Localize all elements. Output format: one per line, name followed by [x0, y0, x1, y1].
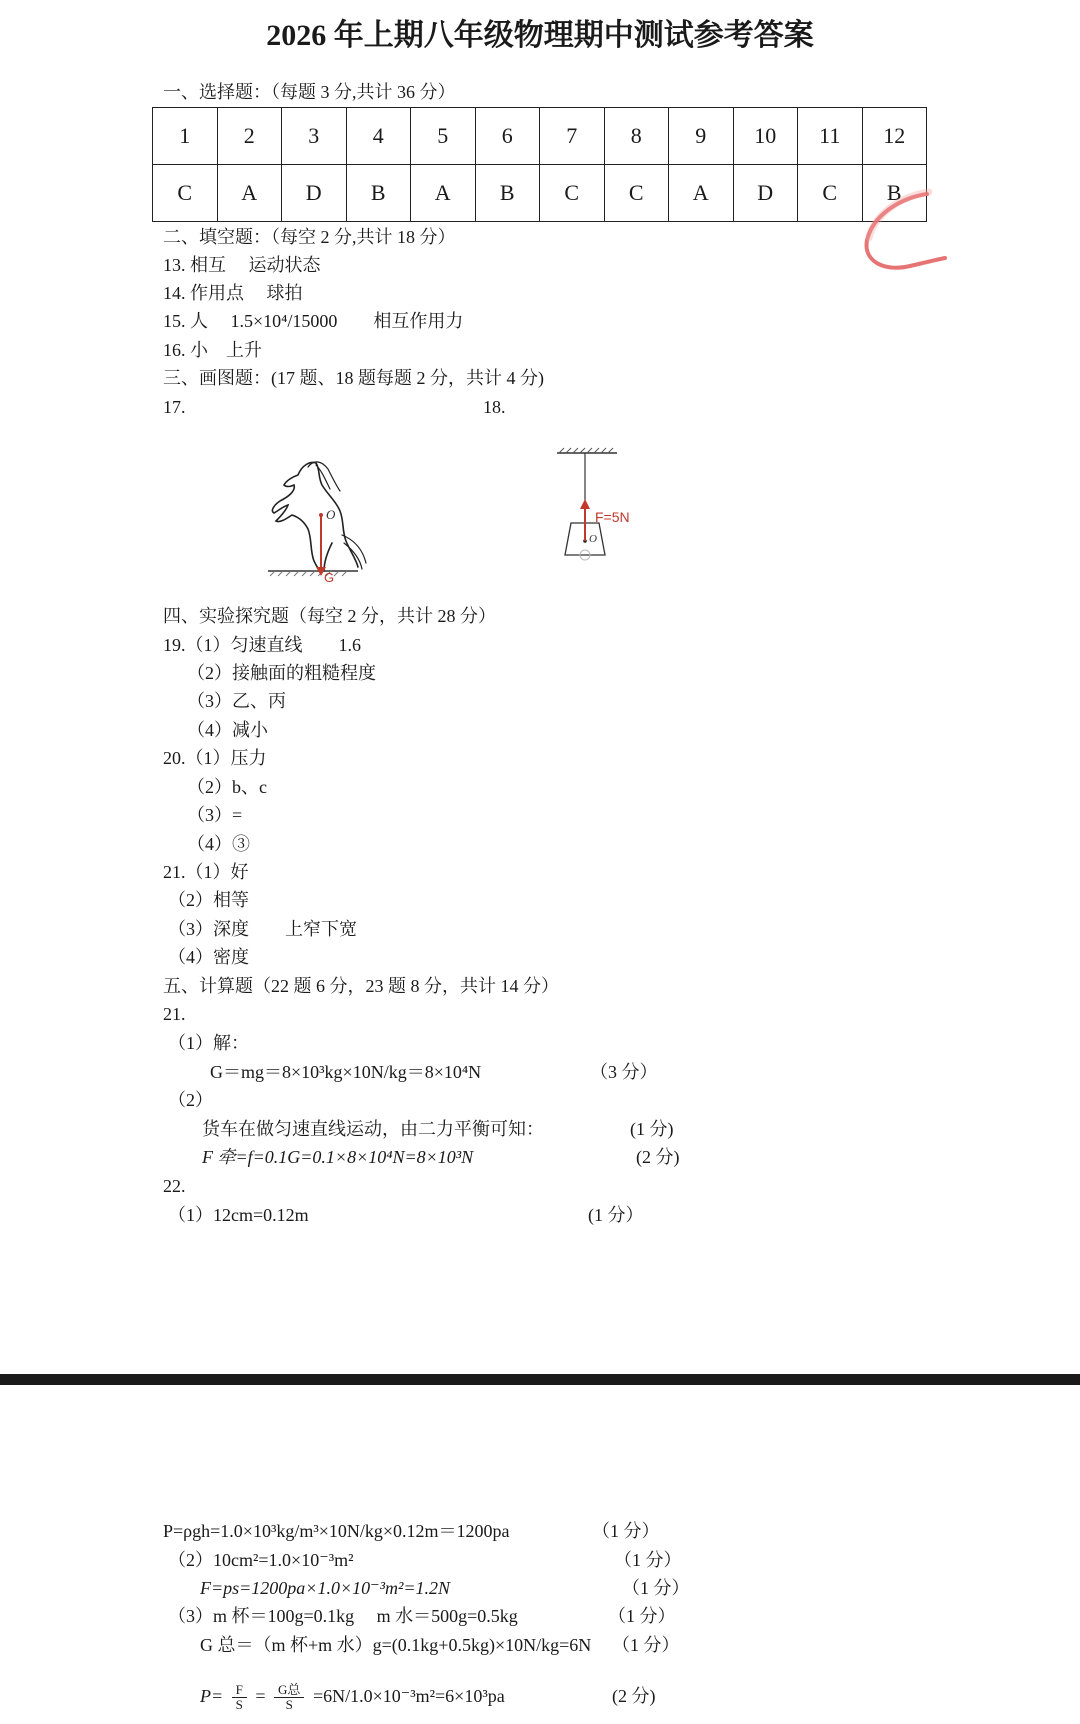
calc-mass-conversion: （3）m 杯＝100g=0.1kg m 水＝500g=0.5kg: [168, 1606, 518, 1626]
calc-total-weight-score: （1 分）: [612, 1635, 680, 1655]
answer-q20-2: （2）b、c: [187, 777, 267, 797]
answer-cell: A: [217, 165, 282, 222]
calc-final-pressure: [200, 1682, 505, 1712]
question-number-cell: 1: [153, 108, 218, 165]
answer-q19-3: （3）乙、丙: [187, 691, 286, 711]
question-number-cell: 5: [411, 108, 476, 165]
answer-q19-2: （2）接触面的粗糙程度: [187, 663, 376, 683]
question-18-label: 18.: [483, 397, 506, 417]
answer-q20-3: （3）=: [187, 805, 243, 825]
fraction-g-over-s: [274, 1683, 304, 1712]
calc-q22-label: 22.: [163, 1176, 186, 1196]
calc-force-score: （1 分）: [622, 1578, 690, 1598]
question-number-cell: 8: [604, 108, 669, 165]
calc-mass-score: （1 分）: [608, 1606, 676, 1626]
fraction-numerator: G总: [274, 1683, 304, 1698]
calc-q21-2-text: 货车在做匀速直线运动，由二力平衡可知：: [202, 1119, 544, 1139]
page-title: 2026 年上期八年级物理期中测试参考答案: [266, 19, 814, 52]
answer-q21-2: （2）相等: [168, 890, 249, 910]
figure-17-gravity-label: G: [324, 570, 335, 585]
calc-q21-2-label: （2）: [168, 1090, 213, 1110]
answer-q19-1: 19.（1）匀速直线 1.6: [163, 635, 361, 655]
figure-18-hanging-block: [555, 447, 655, 567]
calc-q21-2-text-score: (1 分): [630, 1119, 674, 1139]
answer-q14: 14. 作用点 球拍: [163, 283, 303, 303]
question-number-cell: 10: [733, 108, 798, 165]
answer-cell: C: [153, 165, 218, 222]
fraction-f-over-s: [232, 1683, 247, 1712]
answer-cell: C: [604, 165, 669, 222]
answer-table: [152, 107, 927, 222]
question-number-cell: 2: [217, 108, 282, 165]
answer-table-answer-row: [153, 165, 927, 222]
horse-drawing-icon: [258, 455, 388, 590]
answer-cell: D: [733, 165, 798, 222]
answer-q20-4: （4）③: [187, 834, 250, 854]
final-pressure-equals: =: [255, 1686, 266, 1706]
question-number-cell: 12: [862, 108, 927, 165]
section1-heading: 一、选择题：（每题 3 分,共计 36 分）: [163, 82, 456, 102]
question-number-cell: 9: [669, 108, 734, 165]
answer-cell: B: [862, 165, 927, 222]
question-number-cell: 11: [798, 108, 863, 165]
fraction-denominator: S: [285, 1697, 293, 1713]
answer-cell: C: [798, 165, 863, 222]
question-17-label: 17.: [163, 397, 186, 417]
calc-q22-1: （1）12cm=0.12m: [168, 1205, 309, 1225]
calc-pressure-score: （1 分）: [592, 1521, 660, 1541]
answer-cell: B: [346, 165, 411, 222]
calc-total-weight: G 总＝（m 杯+m 水）g=(0.1kg+0.5kg)×10N/kg=6N: [200, 1635, 592, 1655]
answer-table-number-row: [153, 108, 927, 165]
calc-area-conversion: （2）10cm²=1.0×10⁻³m²: [168, 1550, 354, 1570]
figure-17-point-o: O: [326, 507, 336, 522]
question-number-cell: 7: [540, 108, 605, 165]
section4-heading: 四、实验探究题（每空 2 分，共计 28 分）: [163, 606, 496, 626]
section3-heading: 三、画图题：(17 题、18 题每题 2 分，共计 4 分): [163, 368, 544, 388]
calc-q21-1-label: （1）解：: [168, 1033, 249, 1053]
calc-pressure-equation: P=ρgh=1.0×10³kg/m³×10N/kg×0.12m＝1200pa: [163, 1521, 510, 1541]
fraction-denominator: S: [235, 1697, 243, 1713]
section5-heading: 五、计算题（22 题 6 分，23 题 8 分，共计 14 分）: [163, 976, 559, 996]
calc-final-pressure-score: (2 分): [612, 1686, 656, 1706]
question-number-cell: 6: [475, 108, 540, 165]
calc-area-score: （1 分）: [614, 1550, 682, 1570]
answer-q21-4: （4）密度: [168, 947, 249, 967]
hanging-block-drawing-icon: [555, 447, 655, 567]
answer-q15: 15. 人 1.5×10⁴/15000 相互作用力: [163, 311, 464, 331]
calc-q21-2-eq-score: (2 分): [636, 1147, 680, 1167]
calc-q21-1-equation: G＝mg＝8×10³kg×10N/kg＝8×10⁴N: [210, 1062, 482, 1082]
figure-18-force-label: F=5N: [595, 509, 630, 525]
answer-cell: A: [669, 165, 734, 222]
answer-cell: A: [411, 165, 476, 222]
answer-q21-1: 21.（1）好: [163, 862, 249, 882]
answer-q21-3: （3）深度 上窄下宽: [168, 919, 357, 939]
answer-q20-1: 20.（1）压力: [163, 748, 267, 768]
answer-cell: D: [282, 165, 347, 222]
final-pressure-prefix: P=: [200, 1686, 224, 1706]
figure-18-point-o: O: [589, 533, 597, 545]
calc-q21-label: 21.: [163, 1004, 186, 1024]
question-number-cell: 4: [346, 108, 411, 165]
answer-q13: 13. 相互 运动状态: [163, 255, 321, 275]
page-separator-bar: [0, 1374, 1080, 1385]
answer-q19-4: （4）减小: [187, 720, 268, 740]
calc-force-equation: F=ps=1200pa×1.0×10⁻³m²=1.2N: [200, 1578, 451, 1598]
answer-cell: B: [475, 165, 540, 222]
section2-heading: 二、填空题：（每空 2 分,共计 18 分）: [163, 227, 456, 247]
calc-q22-1-score: (1 分）: [588, 1205, 644, 1225]
figure-17-horse: [258, 455, 388, 590]
final-pressure-result: =6N/1.0×10⁻³m²=6×10³pa: [312, 1686, 505, 1706]
answer-q16: 16. 小 上升: [163, 340, 262, 360]
handwritten-correction-mark: [855, 180, 950, 290]
calc-q21-1-score: （3 分）: [590, 1062, 658, 1082]
fraction-numerator: F: [232, 1683, 247, 1698]
calc-q21-2-equation: F 牵=f=0.1G=0.1×8×10⁴N=8×10³N: [202, 1147, 474, 1167]
answer-cell: C: [540, 165, 605, 222]
question-number-cell: 3: [282, 108, 347, 165]
